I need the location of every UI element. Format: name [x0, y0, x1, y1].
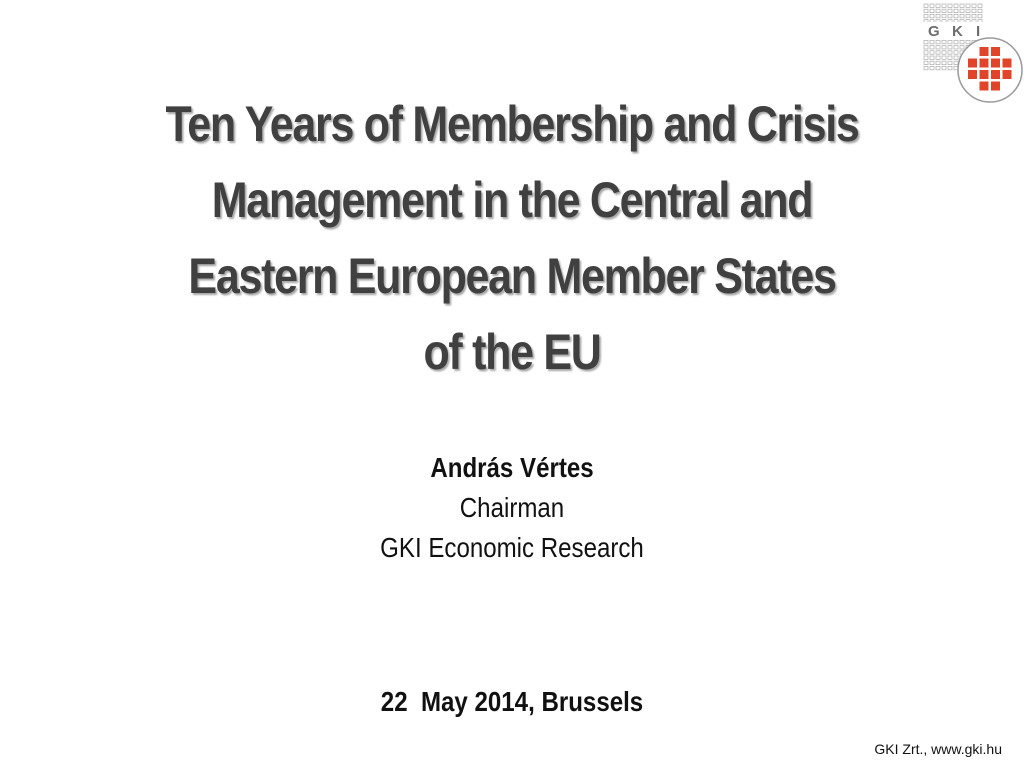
- logo-dot: [972, 9, 976, 12]
- logo-red-square: [968, 70, 977, 79]
- logo-dot: [936, 14, 940, 17]
- author-organization: GKI Economic Research: [380, 532, 644, 563]
- logo-red-square: [968, 59, 977, 68]
- logo-dot: [948, 40, 952, 43]
- title-line-4: of the EU: [423, 324, 601, 380]
- logo-dot: [978, 9, 982, 12]
- logo-dot: [936, 66, 940, 69]
- logo-dot: [948, 61, 952, 64]
- logo-dot: [930, 61, 934, 64]
- logo-dot: [948, 46, 952, 49]
- logo-dot: [948, 51, 952, 54]
- logo-dot: [924, 66, 928, 69]
- logo-dot: [954, 9, 958, 12]
- logo-red-square: [980, 47, 989, 56]
- logo-letter-i: I: [976, 23, 981, 40]
- logo-dot: [948, 56, 952, 59]
- logo-red-square: [991, 82, 1000, 91]
- logo-dot: [936, 46, 940, 49]
- logo-dot: [972, 4, 976, 7]
- logo-dot: [966, 40, 970, 43]
- logo-dot: [954, 14, 958, 17]
- logo-dot: [930, 46, 934, 49]
- logo-dot: [942, 14, 946, 17]
- logo-red-square: [991, 59, 1000, 68]
- logo-dot: [924, 14, 928, 17]
- logo-dot: [942, 51, 946, 54]
- logo-dot: [948, 9, 952, 12]
- title-line-2: Management in the Central and: [211, 172, 813, 228]
- logo-red-square: [980, 59, 989, 68]
- logo-dot: [966, 14, 970, 17]
- logo-dot: [954, 56, 958, 59]
- logo-circle: [958, 38, 1022, 102]
- logo-dot: [924, 9, 928, 12]
- logo-dot: [960, 4, 964, 7]
- logo-red-square: [980, 70, 989, 79]
- logo-dot: [924, 40, 928, 43]
- logo-dot: [942, 46, 946, 49]
- logo-dot: [954, 4, 958, 7]
- logo-dot: [930, 14, 934, 17]
- logo-dot: [954, 40, 958, 43]
- logo-red-square: [1003, 70, 1012, 79]
- logo-dot: [942, 56, 946, 59]
- logo-dot: [954, 61, 958, 64]
- logo-red-square: [1003, 59, 1012, 68]
- logo-dot: [930, 4, 934, 7]
- logo-dot: [960, 14, 964, 17]
- slide-title: [106, 86, 918, 390]
- logo-dot: [960, 46, 964, 49]
- logo-dot: [954, 46, 958, 49]
- footer-credit: GKI Zrt., www.gki.hu: [874, 741, 1002, 757]
- logo-red-square: [991, 70, 1000, 79]
- logo-dot: [936, 61, 940, 64]
- logo-dot: [942, 66, 946, 69]
- logo-dot: [942, 40, 946, 43]
- logo-dot: [942, 9, 946, 12]
- logo-dot: [924, 51, 928, 54]
- logo-dot: [936, 56, 940, 59]
- logo-red-square: [991, 47, 1000, 56]
- logo-dot: [948, 14, 952, 17]
- logo-dot: [930, 56, 934, 59]
- author-name: András Vértes: [430, 452, 594, 483]
- logo-dot: [930, 66, 934, 69]
- logo-dot: [936, 51, 940, 54]
- logo-dot: [936, 4, 940, 7]
- logo-dot: [972, 14, 976, 17]
- logo-dot: [966, 9, 970, 12]
- logo-dot: [942, 4, 946, 7]
- logo-dot: [924, 4, 928, 7]
- author-block: [254, 448, 770, 568]
- logo-dot: [936, 40, 940, 43]
- logo-dot: [978, 14, 982, 17]
- gki-logo: [918, 0, 1024, 106]
- logo-letter-k: K: [952, 23, 963, 40]
- event-date-place: 22 May 2014, Brussels: [380, 686, 644, 717]
- logo-dot: [978, 4, 982, 7]
- logo-dot: [936, 9, 940, 12]
- logo-dot: [960, 40, 964, 43]
- title-line-3: Eastern European Member States: [188, 248, 836, 304]
- logo-dot: [960, 9, 964, 12]
- logo-dot: [948, 4, 952, 7]
- logo-dot: [924, 61, 928, 64]
- author-role: Chairman: [459, 492, 565, 523]
- logo-dot: [924, 56, 928, 59]
- logo-letter-g: G: [928, 23, 940, 40]
- logo-red-square: [980, 82, 989, 91]
- logo-dot: [930, 40, 934, 43]
- logo-dot: [948, 66, 952, 69]
- logo-dot: [954, 51, 958, 54]
- logo-dot: [930, 51, 934, 54]
- title-line-1: Ten Years of Membership and Crisis: [165, 96, 859, 152]
- logo-dot: [924, 46, 928, 49]
- logo-dot: [966, 4, 970, 7]
- logo-dot: [942, 61, 946, 64]
- logo-dot: [930, 9, 934, 12]
